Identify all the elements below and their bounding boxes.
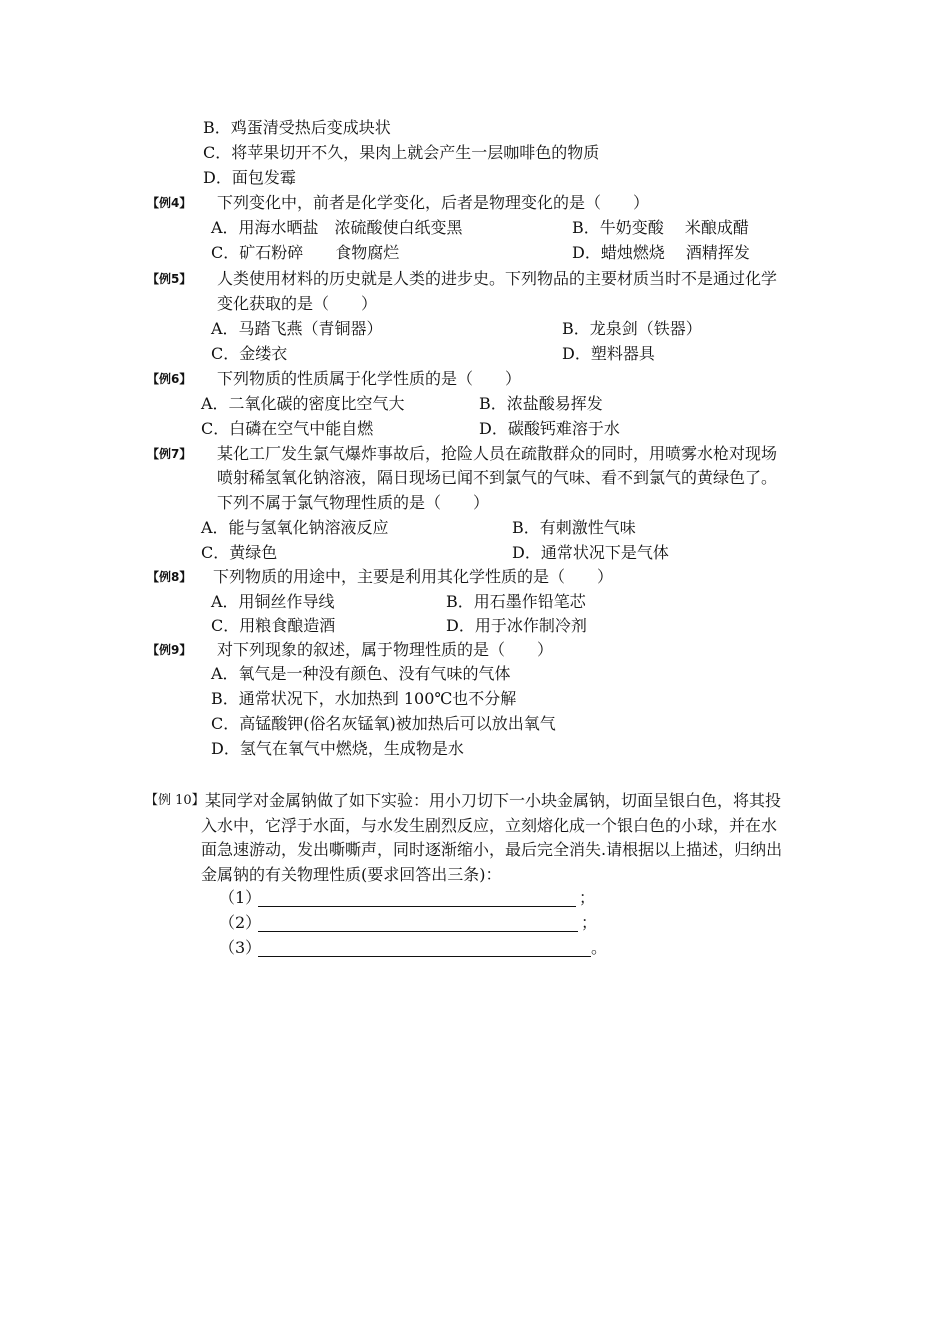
ex8-option-d: D．用于冰作制冷剂 [446,616,587,635]
ex10-tag: 【例 10】 [145,793,205,808]
ex4-question: 下列变化中，前者是化学变化，后者是物理变化的是（ ） [217,193,650,212]
ex8-option-c: C．用粮食酿造酒 [211,616,336,635]
ex10-line2: 入水中，它浮于水面，与水发生剧烈反应，立刻熔化成一个银白色的小球，并在水 [201,816,778,835]
answer-blank-3[interactable] [258,956,591,957]
ex4-tag: 【例4】 [147,196,192,210]
ex10-line1: 某同学对金属钠做了如下实验：用小刀切下一小块金属钠，切面呈银白色，将其投 [205,791,782,810]
ex9-option-a: A．氧气是一种没有颜色、没有气味的气体 [211,664,511,683]
ex10-line4: 金属钠的有关物理性质(要求回答出三条)： [201,865,502,884]
ex6-option-a: A．二氧化碳的密度比空气大 [201,394,405,413]
ex6-option-b: B．浓盐酸易挥发 [479,394,603,413]
ex9-option-b: B．通常状况下，水加热到 100℃也不分解 [211,689,517,708]
ex8-option-b: B．用石墨作铅笔芯 [446,592,586,611]
ex5-option-c: C．金缕衣 [211,344,288,363]
ex10-blank-1-label: （1） [219,888,262,907]
ex10-blank-1-end: ； [579,888,596,907]
ex5-option-b: B．龙泉剑（铁器） [562,319,702,338]
ex3-option-b: B．鸡蛋清受热后变成块状 [203,118,391,137]
ex7-question-line2: 喷射稀氢氧化钠溶液，隔日现场已闻不到氯气的气味、看不到氯气的黄绿色了。 [217,468,778,487]
ex8-question: 下列物质的用途中，主要是利用其化学性质的是（ ） [213,567,614,586]
ex7-tag: 【例7】 [147,447,192,461]
ex7-option-b: B．有刺激性气味 [512,518,636,537]
ex10-blank-3-label: （3） [219,938,262,957]
ex8-tag: 【例8】 [147,570,192,584]
ex9-option-d: D．氢气在氧气中燃烧，生成物是水 [211,739,464,758]
ex5-question-line2: 变化获取的是（ ） [217,294,378,313]
ex6-option-c: C．白磷在空气中能自燃 [201,419,374,438]
ex4-option-d: D．蜡烛燃烧 酒精挥发 [572,243,750,262]
ex7-option-a: A．能与氢氧化钠溶液反应 [201,518,389,537]
ex5-question-line1: 人类使用材料的历史就是人类的进步史。下列物品的主要材质当时不是通过化学 [217,269,778,288]
ex8-option-a: A．用铜丝作导线 [211,592,335,611]
ex7-option-c: C．黄绿色 [201,543,278,562]
ex3-option-d: D．面包发霉 [203,168,296,187]
ex10-blank-2-label: （2） [219,913,262,932]
ex4-option-b: B．牛奶变酸 米酿成醋 [572,218,749,237]
ex9-question: 对下列现象的叙述，属于物理性质的是（ ） [217,640,554,659]
answer-blank-2[interactable] [258,931,578,932]
ex6-question: 下列物质的性质属于化学性质的是（ ） [217,369,522,388]
ex4-option-c: C．矿石粉碎 食物腐烂 [211,243,400,262]
ex10-blank-3-end: 。 [591,938,608,957]
ex10-blank-2-end: ； [581,913,598,932]
ex7-question-line1: 某化工厂发生氯气爆炸事故后，抢险人员在疏散群众的同时，用喷雾水枪对现场 [217,444,778,463]
ex5-option-d: D．塑料器具 [562,344,655,363]
ex9-option-c: C．高锰酸钾(俗名灰锰氧)被加热后可以放出氧气 [211,714,556,733]
ex3-option-c: C．将苹果切开不久，果肉上就会产生一层咖啡色的物质 [203,143,600,162]
answer-blank-1[interactable] [258,906,576,907]
ex5-tag: 【例5】 [147,272,192,286]
ex7-question-line3: 下列不属于氯气物理性质的是（ ） [217,493,490,512]
ex7-option-d: D．通常状况下是气体 [512,543,669,562]
ex5-option-a: A．马踏飞燕（青铜器） [211,319,383,338]
ex10-line3: 面急速游动，发出嘶嘶声，同时逐渐缩小，最后完全消失.请根据以上描述，归纳出 [201,840,783,859]
ex9-tag: 【例9】 [147,643,192,657]
ex6-option-d: D．碳酸钙难溶于水 [479,419,620,438]
ex6-tag: 【例6】 [147,372,192,386]
ex4-option-a: A．用海水晒盐 浓硫酸使白纸变黑 [211,218,463,237]
